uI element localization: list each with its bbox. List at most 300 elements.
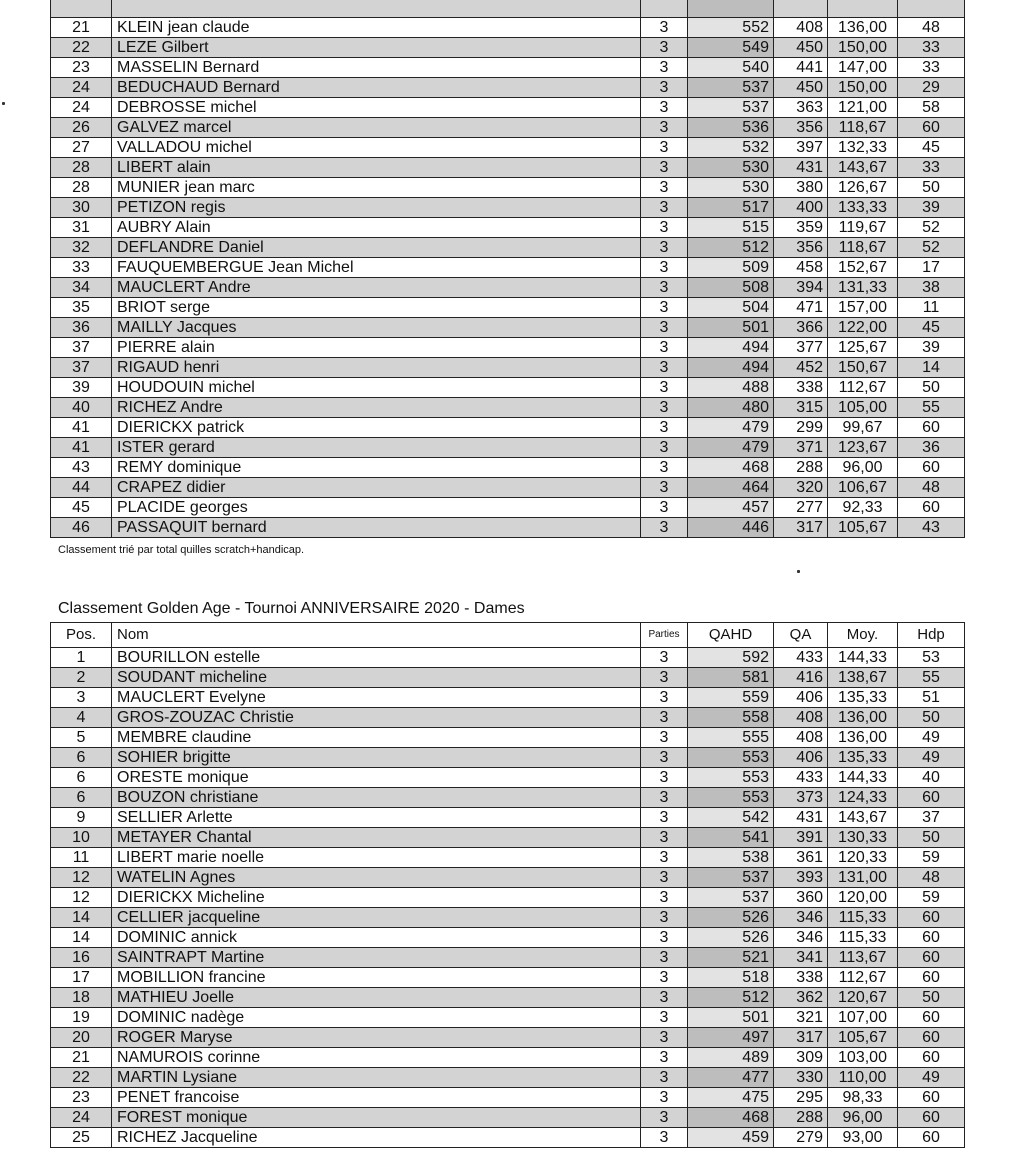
cell-moy: 121,00 [828, 98, 898, 118]
cell-hdp: 59 [898, 848, 965, 868]
cell-qa: 408 [774, 18, 828, 38]
cell-pos: 25 [51, 1128, 112, 1148]
table-row [51, 318, 965, 338]
cell-nom: NAMUROIS corinne [112, 1048, 641, 1068]
table-row [51, 478, 965, 498]
cell-nom: SOUDANT micheline [112, 668, 641, 688]
cell-qa: 400 [774, 198, 828, 218]
cell-nom: MAUCLERT Andre [112, 278, 641, 298]
cell-parties: 3 [641, 498, 688, 518]
cell-nom: PENET francoise [112, 1088, 641, 1108]
cell-qahd: 475 [688, 1088, 774, 1108]
cell-hdp: 60 [898, 498, 965, 518]
table-row [51, 18, 965, 38]
cell-parties: 3 [641, 218, 688, 238]
cell-nom: CRAPEZ didier [112, 478, 641, 498]
cell-qahd: 509 [688, 258, 774, 278]
cell-nom: PLACIDE georges [112, 498, 641, 518]
cell-pos: 22 [51, 38, 112, 58]
cell-parties: 3 [641, 458, 688, 478]
cell-hdp: 60 [898, 458, 965, 478]
cell-hdp: 60 [898, 1048, 965, 1068]
cell-moy: 126,67 [828, 178, 898, 198]
cell-hdp: 14 [898, 358, 965, 378]
table-row [51, 378, 965, 398]
cell-qahd: 537 [688, 98, 774, 118]
cell-hdp: 60 [898, 1128, 965, 1148]
cell-parties: 3 [641, 258, 688, 278]
cell-moy: 135,33 [828, 748, 898, 768]
cell-parties: 3 [641, 378, 688, 398]
table-row [51, 908, 965, 928]
scan-speck [2, 102, 5, 105]
cell-pos: 3 [51, 688, 112, 708]
cell-moy: 120,00 [828, 888, 898, 908]
cell-nom: MAILLY Jacques [112, 318, 641, 338]
table-row [51, 868, 965, 888]
cell-qa: 295 [774, 1088, 828, 1108]
cell-moy: 106,67 [828, 478, 898, 498]
cell-hdp: 49 [898, 1068, 965, 1088]
cell-hdp: 49 [898, 728, 965, 748]
cell-parties: 3 [641, 478, 688, 498]
cell-hdp: 60 [898, 1008, 965, 1028]
cell-parties: 3 [641, 118, 688, 138]
cell-moy: 130,33 [828, 828, 898, 848]
cell-qahd: 532 [688, 138, 774, 158]
table-row [51, 198, 965, 218]
cell-qahd: 537 [688, 868, 774, 888]
cell-nom: PASSAQUIT bernard [112, 518, 641, 538]
cell-hdp: 39 [898, 338, 965, 358]
cell-moy: 150,67 [828, 358, 898, 378]
cell-moy: 144,33 [828, 768, 898, 788]
cell-qahd: 477 [688, 1068, 774, 1088]
table-row [51, 788, 965, 808]
cell-hdp: 60 [898, 1088, 965, 1108]
cell-hdp: 17 [898, 258, 965, 278]
dames-table-body [51, 648, 965, 1148]
cell-pos: 36 [51, 318, 112, 338]
cell-moy: 120,33 [828, 848, 898, 868]
cell-pos: 24 [51, 1108, 112, 1128]
cell-hdp: 60 [898, 1028, 965, 1048]
cell-nom: WATELIN Agnes [112, 868, 641, 888]
cell-hdp: 50 [898, 988, 965, 1008]
table-row [51, 458, 965, 478]
cell-moy: 136,00 [828, 728, 898, 748]
cell-nom: LEZE Gilbert [112, 38, 641, 58]
cell-pos: 41 [51, 438, 112, 458]
cell-parties: 3 [641, 398, 688, 418]
cell-pos: 19 [51, 1008, 112, 1028]
cell-moy: 150,00 [828, 38, 898, 58]
cell-parties: 3 [641, 1028, 688, 1048]
cell-parties: 3 [641, 828, 688, 848]
cell-qa: 393 [774, 868, 828, 888]
cell-moy: 118,67 [828, 238, 898, 258]
cell-moy: 131,33 [828, 278, 898, 298]
cell-pos: 1 [51, 648, 112, 668]
table-row [51, 1008, 965, 1028]
cell-nom: GALVEZ marcel [112, 118, 641, 138]
cell-qa: 441 [774, 58, 828, 78]
cell-qa: 373 [774, 788, 828, 808]
cell-hdp: 48 [898, 18, 965, 38]
cell-parties [641, 0, 688, 18]
cell-pos: 21 [51, 1048, 112, 1068]
header-moy: Moy. [828, 623, 898, 648]
cell-parties: 3 [641, 728, 688, 748]
cell-parties: 3 [641, 18, 688, 38]
cell-qa: 317 [774, 1028, 828, 1048]
table-row [51, 1088, 965, 1108]
cell-qa: 416 [774, 668, 828, 688]
cell-nom: HOUDOUIN michel [112, 378, 641, 398]
table-row [51, 828, 965, 848]
cell-qahd: 480 [688, 398, 774, 418]
cell-parties: 3 [641, 58, 688, 78]
cell-qahd: 479 [688, 438, 774, 458]
cell-qahd: 552 [688, 18, 774, 38]
cell-pos: 26 [51, 118, 112, 138]
cell-pos: 27 [51, 138, 112, 158]
cell-qahd: 558 [688, 708, 774, 728]
table-row [51, 1028, 965, 1048]
cell-nom: RICHEZ Andre [112, 398, 641, 418]
cell-qa: 317 [774, 518, 828, 538]
cell-nom: SELLIER Arlette [112, 808, 641, 828]
cell-qa [774, 0, 828, 18]
cell-pos: 41 [51, 418, 112, 438]
cell-qahd: 497 [688, 1028, 774, 1048]
cell-qahd: 521 [688, 948, 774, 968]
cell-qa: 360 [774, 888, 828, 908]
cell-pos: 37 [51, 338, 112, 358]
cell-hdp: 50 [898, 708, 965, 728]
cell-nom: MUNIER jean marc [112, 178, 641, 198]
cell-hdp: 33 [898, 58, 965, 78]
cell-qahd: 542 [688, 808, 774, 828]
cell-qa: 471 [774, 298, 828, 318]
cell-parties: 3 [641, 988, 688, 1008]
cell-qa: 408 [774, 708, 828, 728]
cell-hdp: 50 [898, 828, 965, 848]
cell-pos: 10 [51, 828, 112, 848]
cell-moy: 115,33 [828, 928, 898, 948]
cell-parties: 3 [641, 908, 688, 928]
table-row [51, 278, 965, 298]
cell-qahd: 526 [688, 908, 774, 928]
dames-table-title: Classement Golden Age - Tournoi ANNIVERSAIRE 2020 - Dames [58, 600, 525, 617]
cell-qahd: 494 [688, 358, 774, 378]
cell-qahd: 468 [688, 458, 774, 478]
cell-hdp: 33 [898, 158, 965, 178]
cell-nom: MARTIN Lysiane [112, 1068, 641, 1088]
cell-qahd: 508 [688, 278, 774, 298]
cell-qa: 361 [774, 848, 828, 868]
cell-qa: 363 [774, 98, 828, 118]
header-pos: Pos. [51, 623, 112, 648]
cell-moy: 147,00 [828, 58, 898, 78]
cell-nom: CELLIER jacqueline [112, 908, 641, 928]
table-row [51, 768, 965, 788]
cell-nom [112, 0, 641, 18]
cell-qahd: 553 [688, 788, 774, 808]
cell-moy: 135,33 [828, 688, 898, 708]
table-row [51, 948, 965, 968]
cell-qahd: 526 [688, 928, 774, 948]
cell-qa: 288 [774, 458, 828, 478]
cell-parties: 3 [641, 98, 688, 118]
cell-parties: 3 [641, 788, 688, 808]
table-row [51, 238, 965, 258]
cell-hdp [898, 0, 965, 18]
table-row [51, 968, 965, 988]
cell-nom: SAINTRAPT Martine [112, 948, 641, 968]
cell-pos: 35 [51, 298, 112, 318]
cell-pos: 40 [51, 398, 112, 418]
cell-qahd: 479 [688, 418, 774, 438]
cell-pos: 43 [51, 458, 112, 478]
table-row [51, 988, 965, 1008]
dames-table-header [51, 623, 965, 648]
cell-qa: 330 [774, 1068, 828, 1088]
cell-pos: 24 [51, 98, 112, 118]
cell-hdp: 39 [898, 198, 965, 218]
cell-qa: 394 [774, 278, 828, 298]
cell-hdp: 60 [898, 928, 965, 948]
cell-hdp: 38 [898, 278, 965, 298]
cell-pos: 11 [51, 848, 112, 868]
cell-hdp: 53 [898, 648, 965, 668]
cell-nom: MOBILLION francine [112, 968, 641, 988]
cell-pos: 14 [51, 928, 112, 948]
cell-hdp: 33 [898, 38, 965, 58]
cell-nom: ROGER Maryse [112, 1028, 641, 1048]
table-row [51, 58, 965, 78]
cell-qahd: 553 [688, 768, 774, 788]
cell-hdp: 59 [898, 888, 965, 908]
cell-hdp: 48 [898, 478, 965, 498]
cell-pos: 22 [51, 1068, 112, 1088]
cell-pos: 24 [51, 78, 112, 98]
cell-nom: BRIOT serge [112, 298, 641, 318]
cell-hdp: 29 [898, 78, 965, 98]
table-row [51, 338, 965, 358]
cell-parties: 3 [641, 1008, 688, 1028]
cell-hdp: 50 [898, 378, 965, 398]
cell-pos: 23 [51, 1088, 112, 1108]
table-row [51, 708, 965, 728]
table-row [51, 808, 965, 828]
cell-moy: 103,00 [828, 1048, 898, 1068]
table-row [51, 1068, 965, 1088]
cell-qa: 380 [774, 178, 828, 198]
cell-nom: AUBRY Alain [112, 218, 641, 238]
cell-qahd: 553 [688, 748, 774, 768]
cell-pos: 46 [51, 518, 112, 538]
table-row [51, 438, 965, 458]
cell-qa: 406 [774, 748, 828, 768]
cell-hdp: 49 [898, 748, 965, 768]
cell-pos: 6 [51, 768, 112, 788]
cell-nom: MATHIEU Joelle [112, 988, 641, 1008]
cell-moy: 113,67 [828, 948, 898, 968]
cell-nom: ORESTE monique [112, 768, 641, 788]
table-row [51, 358, 965, 378]
cell-pos: 16 [51, 948, 112, 968]
cell-qa: 346 [774, 928, 828, 948]
cell-qa: 458 [774, 258, 828, 278]
cell-hdp: 60 [898, 1108, 965, 1128]
cell-parties: 3 [641, 158, 688, 178]
cell-nom: BOURILLON estelle [112, 648, 641, 668]
cell-parties: 3 [641, 1068, 688, 1088]
cell-pos: 30 [51, 198, 112, 218]
cell-pos: 45 [51, 498, 112, 518]
cell-qa: 452 [774, 358, 828, 378]
cell-hdp: 37 [898, 808, 965, 828]
table-row [51, 518, 965, 538]
cell-pos: 14 [51, 908, 112, 928]
cell-nom: SOHIER brigitte [112, 748, 641, 768]
cell-moy: 138,67 [828, 668, 898, 688]
cell-moy: 136,00 [828, 18, 898, 38]
cell-pos: 32 [51, 238, 112, 258]
cell-qa: 391 [774, 828, 828, 848]
hommes-table-body [51, 0, 965, 538]
cell-pos: 6 [51, 788, 112, 808]
cell-qa: 315 [774, 398, 828, 418]
cell-qahd: 537 [688, 78, 774, 98]
cell-moy: 107,00 [828, 1008, 898, 1028]
table-row [51, 98, 965, 118]
cell-pos [51, 0, 112, 18]
cell-hdp: 51 [898, 688, 965, 708]
header-qahd: QAHD [688, 623, 774, 648]
cell-parties: 3 [641, 768, 688, 788]
cell-qa: 356 [774, 238, 828, 258]
cell-moy: 105,00 [828, 398, 898, 418]
cell-qahd: 559 [688, 688, 774, 708]
cell-qahd [688, 0, 774, 18]
cell-qahd: 468 [688, 1108, 774, 1128]
cell-pos: 37 [51, 358, 112, 378]
cell-moy: 105,67 [828, 1028, 898, 1048]
cell-hdp: 11 [898, 298, 965, 318]
cell-hdp: 52 [898, 238, 965, 258]
table-row [51, 178, 965, 198]
cell-moy [828, 0, 898, 18]
scan-speck [797, 570, 800, 573]
cell-parties: 3 [641, 848, 688, 868]
cell-moy: 120,67 [828, 988, 898, 1008]
cell-qahd: 446 [688, 518, 774, 538]
table-row [51, 888, 965, 908]
cell-moy: 112,67 [828, 968, 898, 988]
cell-nom: LIBERT alain [112, 158, 641, 178]
cell-nom: FAUQUEMBERGUE Jean Michel [112, 258, 641, 278]
cell-qahd: 541 [688, 828, 774, 848]
header-nom: Nom [112, 623, 641, 648]
cell-nom: KLEIN jean claude [112, 18, 641, 38]
cell-pos: 5 [51, 728, 112, 748]
cell-qahd: 515 [688, 218, 774, 238]
cell-moy: 123,67 [828, 438, 898, 458]
cell-moy: 132,33 [828, 138, 898, 158]
cell-pos: 28 [51, 158, 112, 178]
table-row [51, 668, 965, 688]
cell-qa: 309 [774, 1048, 828, 1068]
cell-parties: 3 [641, 198, 688, 218]
table-row [51, 728, 965, 748]
cell-nom: DIERICKX patrick [112, 418, 641, 438]
cell-moy: 92,33 [828, 498, 898, 518]
cell-qa: 362 [774, 988, 828, 1008]
cell-qa: 338 [774, 968, 828, 988]
cell-qa: 431 [774, 808, 828, 828]
cell-qa: 433 [774, 768, 828, 788]
cell-qa: 408 [774, 728, 828, 748]
cell-qa: 277 [774, 498, 828, 518]
table-row [51, 748, 965, 768]
cell-parties: 3 [641, 178, 688, 198]
cell-nom: ISTER gerard [112, 438, 641, 458]
cell-qahd: 459 [688, 1128, 774, 1148]
cell-qahd: 517 [688, 198, 774, 218]
table-row [51, 928, 965, 948]
cell-nom: BEDUCHAUD Bernard [112, 78, 641, 98]
table-row [51, 688, 965, 708]
cell-nom: LIBERT marie noelle [112, 848, 641, 868]
cell-moy: 98,33 [828, 1088, 898, 1108]
cell-hdp: 55 [898, 398, 965, 418]
cell-qa: 356 [774, 118, 828, 138]
cell-nom: DIERICKX Micheline [112, 888, 641, 908]
cell-parties: 3 [641, 358, 688, 378]
cell-nom: MEMBRE claudine [112, 728, 641, 748]
cell-moy: 144,33 [828, 648, 898, 668]
cell-qa: 321 [774, 1008, 828, 1028]
cell-moy: 115,33 [828, 908, 898, 928]
cell-qahd: 504 [688, 298, 774, 318]
cell-moy: 143,67 [828, 158, 898, 178]
cell-qahd: 555 [688, 728, 774, 748]
hommes-results-table [50, 0, 965, 538]
cell-pos: 2 [51, 668, 112, 688]
cell-qa: 450 [774, 38, 828, 58]
header-row [51, 623, 965, 648]
cell-nom: RICHEZ Jacqueline [112, 1128, 641, 1148]
table-row [51, 138, 965, 158]
cell-moy: 143,67 [828, 808, 898, 828]
cell-qahd: 530 [688, 158, 774, 178]
table-row [51, 1128, 965, 1148]
cell-nom: DOMINIC nadège [112, 1008, 641, 1028]
cell-hdp: 40 [898, 768, 965, 788]
cell-hdp: 60 [898, 968, 965, 988]
cell-pos: 28 [51, 178, 112, 198]
cell-qahd: 494 [688, 338, 774, 358]
cell-moy: 110,00 [828, 1068, 898, 1088]
cell-qa: 341 [774, 948, 828, 968]
cell-qahd: 457 [688, 498, 774, 518]
cell-moy: 96,00 [828, 458, 898, 478]
cell-hdp: 60 [898, 418, 965, 438]
cell-nom: FOREST monique [112, 1108, 641, 1128]
cell-parties: 3 [641, 138, 688, 158]
